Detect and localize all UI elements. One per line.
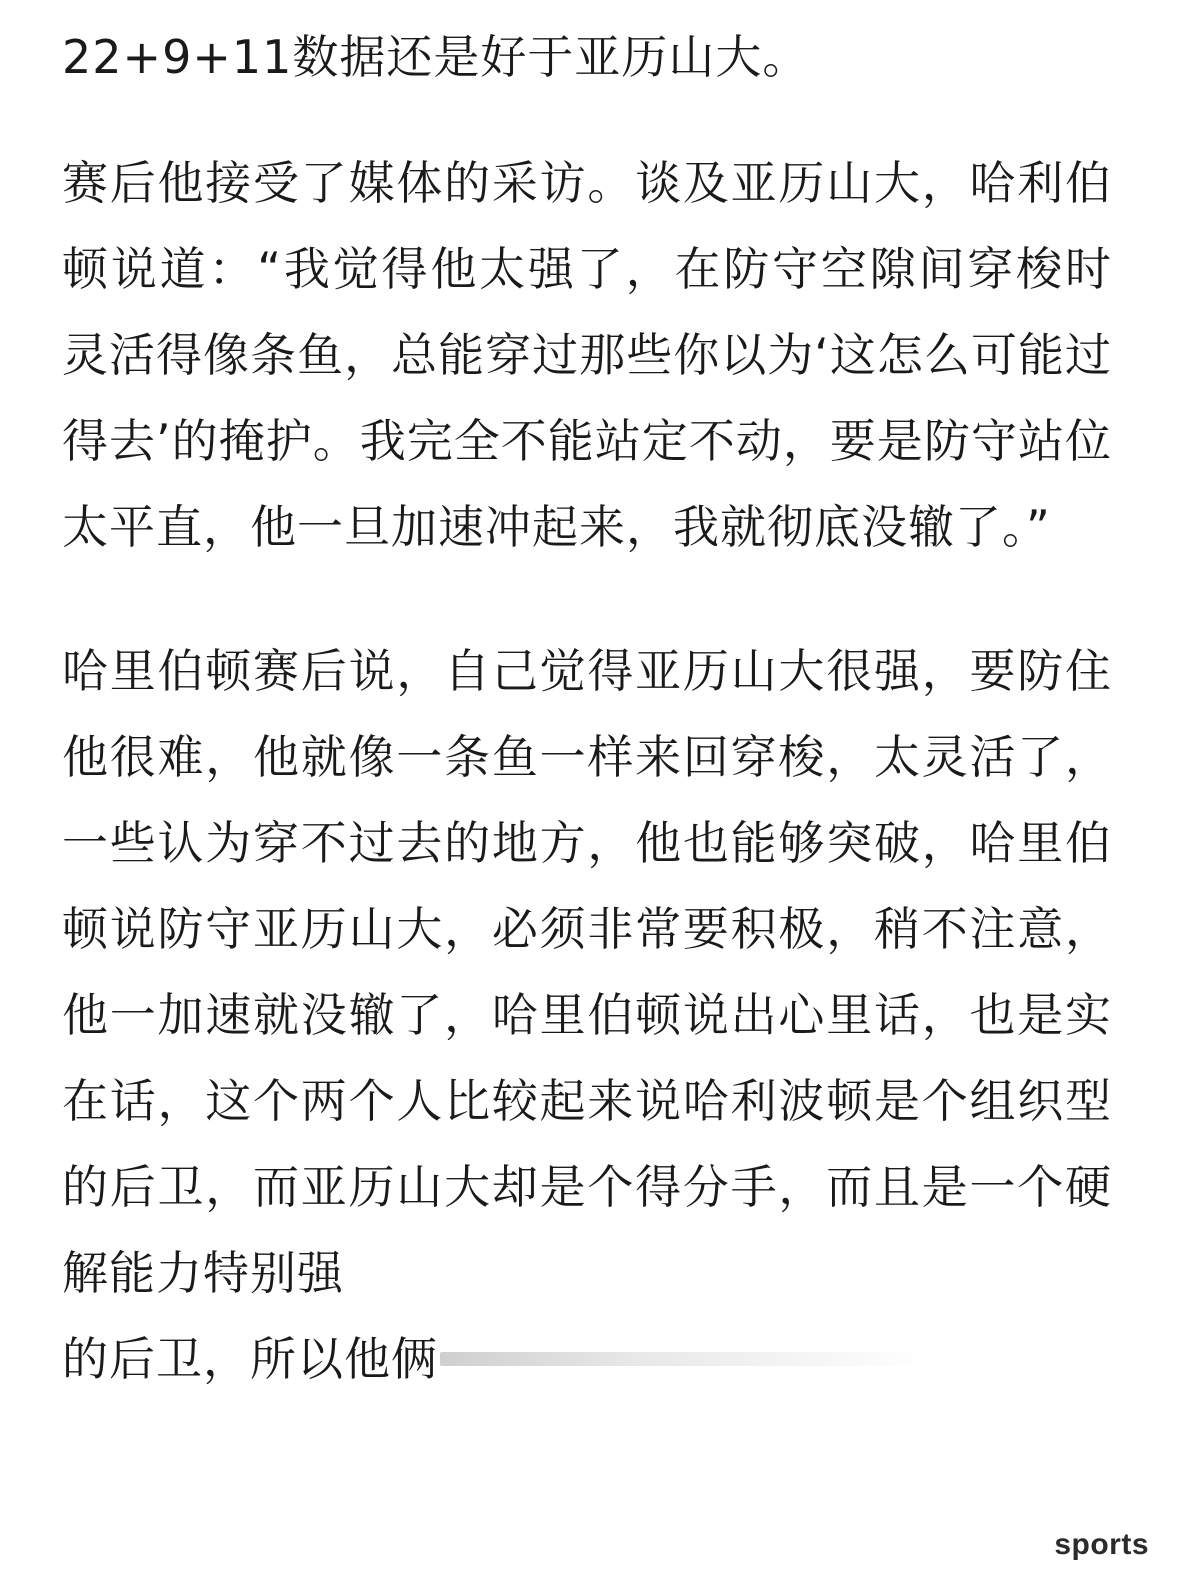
sports-watermark: sports	[1054, 1528, 1149, 1561]
paragraph-gap	[62, 570, 1112, 628]
paragraph-stats: 22+9+11数据还是好于亚历山大。	[62, 30, 810, 84]
truncated-text: 的后卫，所以他俩	[62, 1332, 438, 1386]
paragraph-gap	[62, 100, 1112, 140]
paragraph-interview-quote: 赛后他接受了媒体的采访。谈及亚历山大，哈利伯顿说道：“我觉得他太强了，在防守空隙间穿梭时灵活得像条鱼，总能穿过那些你以为‘这怎么可能过得去’的掩护。我完全不能站定不动，要是防守站位太平直，他一旦加速冲起来，我就彻底没辙了。”	[62, 156, 1112, 554]
paragraph-commentary: 哈里伯顿赛后说，自己觉得亚历山大很强，要防住他很难，他就像一条鱼一样来回穿梭，太灵活了，一些认为穿不过去的地方，他也能够突破，哈里伯顿说防守亚历山大，必须非常要积极，稍不注意，他一加速就没辙了，哈里伯顿说出心里话，也是实在话，这个两个人比较起来说哈利波顿是个组织型的后卫，而亚历山大却是个得分手，而且是一个硬解能力特别强	[62, 644, 1112, 1300]
truncated-line[interactable]	[62, 1316, 1112, 1402]
article-body	[62, 14, 1112, 1402]
read-more-fade[interactable]	[440, 1352, 930, 1366]
